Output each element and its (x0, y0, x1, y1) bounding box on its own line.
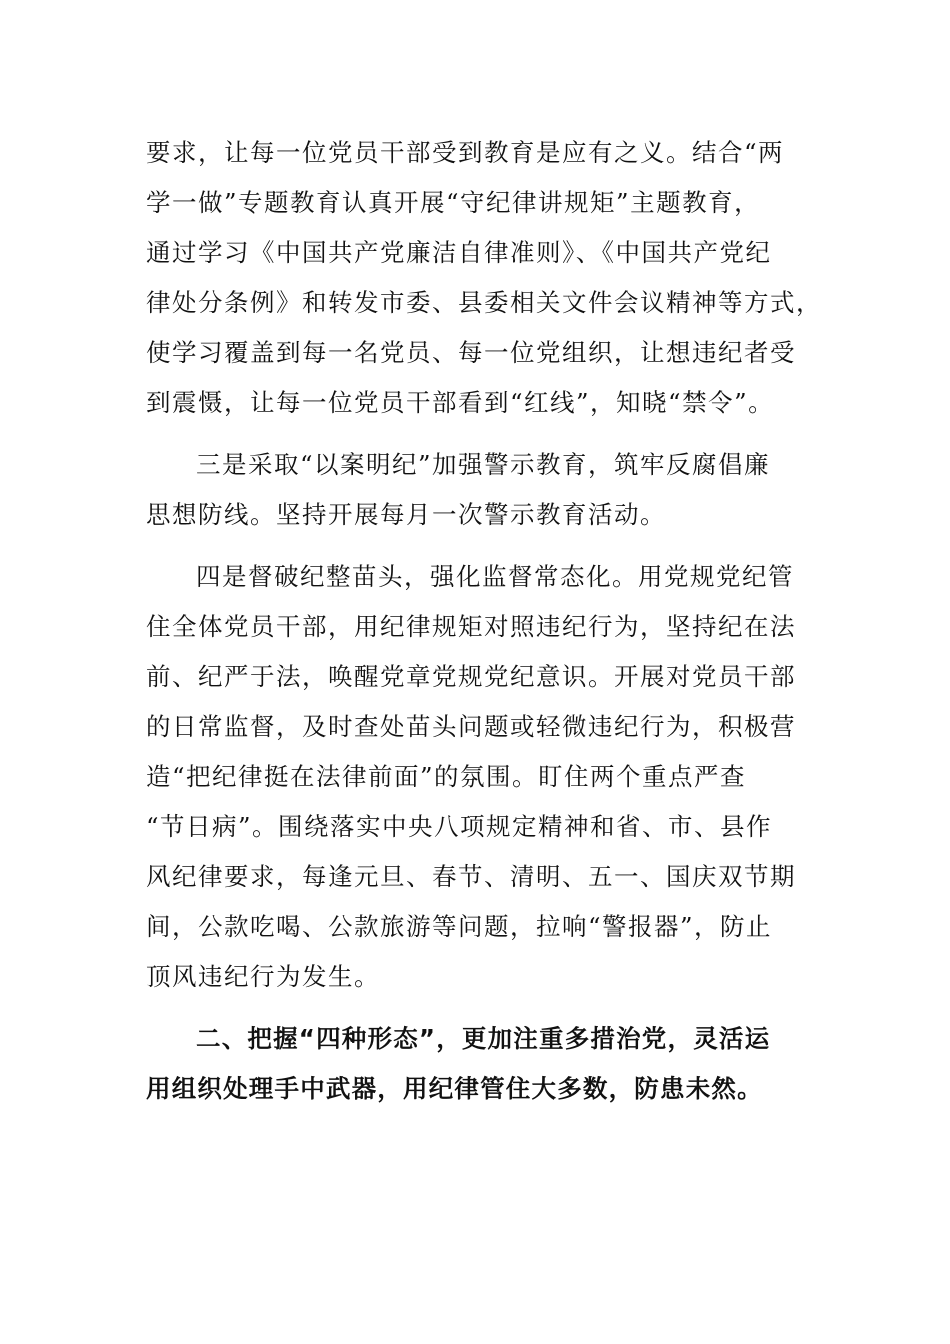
paragraph-1-line-2: 学一做”专题教育认真开展“守纪律讲规矩”主题教育， (146, 188, 761, 217)
section-heading-line-2: 用组织处理手中武器，用纪律管住大多数，防患未然。 (146, 1074, 763, 1103)
section-heading-line-1: 二、把握“四种形态”，更加注重多措治党，灵活运 (196, 1024, 771, 1053)
paragraph-1-line-3: 通过学习《中国共产党廉洁自律准则》、《中国共产党纪 (146, 238, 772, 267)
paragraph-3-line-5: 造“把纪律挺在法律前面”的氛围。盯住两个重点严查 (146, 762, 747, 791)
paragraph-3-line-4: 的日常监督，及时查处苗头问题或轻微违纪行为，积极营 (146, 712, 796, 741)
paragraph-3-line-9: 顶风违纪行为发生。 (146, 962, 380, 991)
paragraph-3-line-2: 住全体党员干部，用纪律规矩对照违纪行为，坚持纪在法 (146, 612, 796, 641)
paragraph-1-line-1: 要求，让每一位党员干部受到教育是应有之义。结合“两 (146, 138, 785, 167)
paragraph-1-line-5: 使学习覆盖到每一名党员、每一位党组织，让想违纪者受 (146, 338, 796, 367)
paragraph-1-line-6: 到震慑，让每一位党员干部看到“红线”，知晓“禁令”。 (146, 388, 775, 417)
paragraph-3-line-8: 间，公款吃喝、公款旅游等问题，拉响“警报器”，防止 (146, 912, 773, 941)
paragraph-3-line-3: 前、纪严于法，唤醒党章党规党纪意识。开展对党员干部 (146, 662, 796, 691)
paragraph-3-line-6: “节日病”。围绕落实中央八项规定精神和省、市、县作 (146, 812, 773, 841)
paragraph-3-line-1: 四是督破纪整苗头，强化监督常态化。用党规党纪管 (196, 562, 794, 591)
paragraph-3-line-7: 风纪律要求，每逢元旦、春节、清明、五一、国庆双节期 (146, 862, 796, 891)
paragraph-2-line-2: 思想防线。坚持开展每月一次警示教育活动。 (146, 500, 666, 529)
paragraph-2-line-1: 三是采取“以案明纪”加强警示教育，筑牢反腐倡廉 (196, 450, 771, 479)
paragraph-1-line-4: 律处分条例》和转发市委、县委相关文件会议精神等方式， (146, 288, 822, 317)
